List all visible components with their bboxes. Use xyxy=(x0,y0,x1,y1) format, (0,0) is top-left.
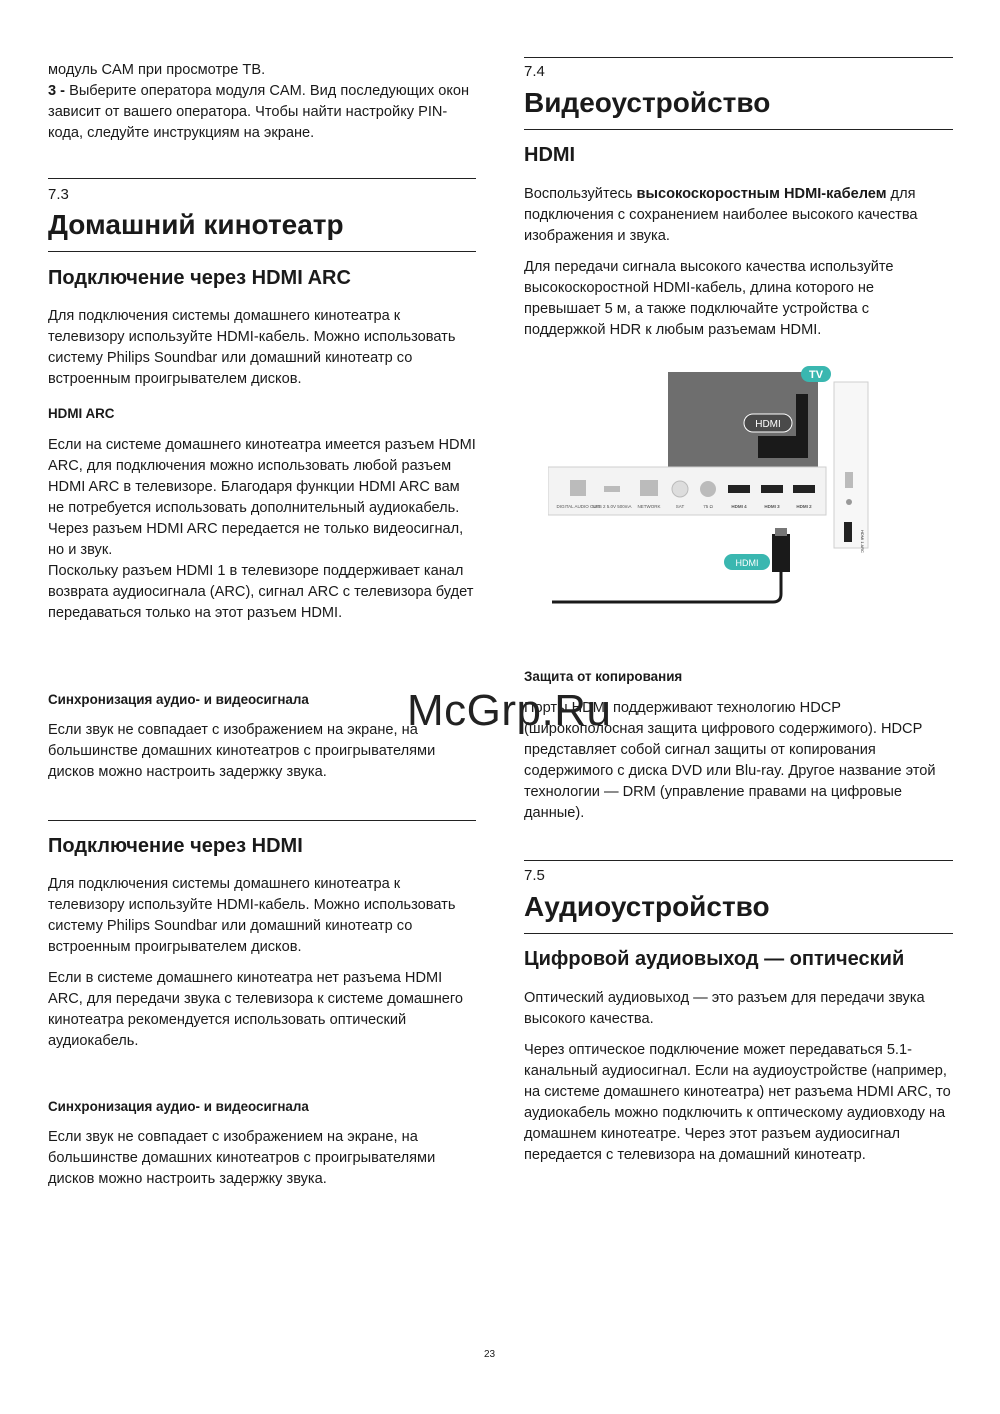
section-number-7-4: 7.4 xyxy=(524,63,545,80)
p1-bold: высокоскоростным HDMI-кабелем xyxy=(636,186,887,202)
title-underline xyxy=(524,933,953,934)
section-title-home-theater: Домашний кинотеатр xyxy=(48,209,344,240)
hdmi-connection-diagram xyxy=(548,362,880,612)
p1-post: для подключения с сохранением наиболее высокого качества изображения и звука. xyxy=(524,186,918,244)
section-title-video-device: Видеоустройство xyxy=(524,87,771,118)
port-network xyxy=(640,480,658,496)
side-port-hdmi1 xyxy=(844,522,852,542)
section-title-audio-device: Аудиоустройство xyxy=(524,891,770,922)
port-digital-audio xyxy=(570,480,586,496)
step-number: 3 - xyxy=(48,83,66,99)
side-port-label: HDMI 1 ARC xyxy=(860,530,865,553)
arc-hdmi1-paragraph: Поскольку разъем HDMI 1 в телевизоре поддерживает канал возврата аудиосигнала (ARC), сигнал ARC с телевизора будет передаваться только на этот разъем HDMI. xyxy=(48,563,474,621)
title-underline xyxy=(524,129,953,130)
optical-details-paragraph: Через оптическое подключение может передаваться 5.1-канальный аудиосигнал. Если на аудиоустройстве (например, на системе домашнего кинотеатра) нет разъема HDMI ARC, то аудиокабель можно подключить к оптическому аудиовходу на домашнем кинотеатре. Через этот разъем аудиосигнал передается с телевизора на домашний кинотеатр. xyxy=(524,1042,951,1163)
section-number-7-3: 7.3 xyxy=(48,186,69,203)
heading-hdmi-arc-connection: Подключение через HDMI ARC xyxy=(48,267,351,289)
port-label-1: USB 2 5.0V 500mA xyxy=(592,504,632,509)
port-hdmi4 xyxy=(728,485,750,493)
port-hdmi2 xyxy=(793,485,815,493)
section-divider xyxy=(48,820,476,821)
section-divider xyxy=(524,860,953,861)
hdmi-plug-top xyxy=(796,394,808,436)
arc-intro-paragraph: Для подключения системы домашнего кинотеатра к телевизору используйте HDMI-кабель. Можно использовать систему Philips Soundbar или домашний кинотеатр со встроенным проигрывателем дисков. xyxy=(48,308,456,387)
hdmi-optical-paragraph: Если в системе домашнего кинотеатра нет разъема HDMI ARC, для передачи звука с телевизора к системе домашнего кинотеатра рекомендуется использовать оптический аудиокабель. xyxy=(48,970,464,1049)
subheading-av-sync-2: Синхронизация аудио- и видеосигнала xyxy=(48,1099,309,1114)
optical-intro-paragraph: Оптический аудиовыход — это разъем для передачи звука высокого качества. xyxy=(524,990,925,1027)
watermark: McGrp.Ru xyxy=(407,686,612,735)
continued-paragraph: модуль CAM при просмотре ТВ. xyxy=(48,62,266,78)
side-port-usb xyxy=(845,472,853,488)
subheading-hdmi-arc: HDMI ARC xyxy=(48,406,115,421)
copy-protection-paragraph: Порты HDMI поддерживают технологию HDCP (широкополосная защита цифрового содержимого). HDCP представляет собой сигнал защиты от копирования содержимого с диска DVD или Blu-ray. Другое название этой технологии — DRM (управление правами на цифровые данные). xyxy=(524,700,936,821)
port-label-4: 75 Ω xyxy=(703,504,713,509)
step-3-paragraph xyxy=(48,81,476,144)
section-divider xyxy=(48,178,476,179)
port-sat xyxy=(672,481,688,497)
heading-hdmi: HDMI xyxy=(524,144,576,166)
hdmi-top-label: HDMI xyxy=(755,419,781,430)
p1-pre: Воспользуйтесь xyxy=(524,186,637,202)
port-hdmi3 xyxy=(761,485,783,493)
subheading-av-sync-1: Синхронизация аудио- и видеосигнала xyxy=(48,692,309,707)
port-label-6: HDMI 3 xyxy=(764,504,780,509)
hdmi-cable-plug xyxy=(772,534,790,572)
heading-hdmi-connection: Подключение через HDMI xyxy=(48,835,303,857)
av-sync-paragraph-1: Если звук не совпадает с изображением на экране, на большинстве домашних кинотеатров с проигрывателями дисков можно настроить задержку звука. xyxy=(48,722,436,780)
hdmi-cable xyxy=(552,572,781,602)
port-label-7: HDMI 2 xyxy=(796,504,812,509)
tv-badge-label: TV xyxy=(808,369,824,381)
hdmi-cable-label: HDMI xyxy=(735,558,759,568)
section-number-7-5: 7.5 xyxy=(524,867,545,884)
section-divider xyxy=(524,57,953,58)
hdmi-cable-tip xyxy=(775,528,787,536)
page-number: 23 xyxy=(484,1349,496,1360)
hdmi-quality-paragraph: Для передачи сигнала высокого качества используйте высокоскоростной HDMI-кабель, длина которого не превышает 5 м, а также подключайте устройства с поддержкой HDR к любым разъемам HDMI. xyxy=(524,259,894,338)
side-port-ci xyxy=(846,499,852,505)
hdmi-socket-top xyxy=(758,436,808,458)
port-label-3: SAT xyxy=(675,504,685,509)
arc-description-paragraph: Если на системе домашнего кинотеатра имеется разъем HDMI ARC, для подключения можно использовать любой разъем HDMI ARC в телевизоре. Благодаря функции HDMI ARC вам не потребуется использовать дополнительный аудиокабель. Через разъем HDMI ARC передается не только видеосигнал, но и звук. xyxy=(48,437,476,558)
port-label-2: NETWORK xyxy=(637,504,661,509)
step-text: Выберите оператора модуля CAM. Вид последующих окон зависит от вашего оператора. Чтобы найти настройку PIN-кода, следуйте инструкциям на экране. xyxy=(48,83,470,141)
av-sync-paragraph-2: Если звук не совпадает с изображением на экране, на большинстве домашних кинотеатров с проигрывателями дисков можно настроить задержку звука. xyxy=(48,1129,436,1187)
heading-optical-output: Цифровой аудиовыход — оптический xyxy=(524,948,905,970)
port-antenna xyxy=(700,481,716,497)
port-label-0: DIGITAL AUDIO OUT xyxy=(556,504,600,509)
subheading-copy-protection: Защита от копирования xyxy=(524,669,683,684)
port-usb xyxy=(604,486,620,492)
hdmi-intro-paragraph: Для подключения системы домашнего кинотеатра к телевизору используйте HDMI-кабель. Можно использовать систему Philips Soundbar или домашний кинотеатр со встроенным проигрывателем дисков. xyxy=(48,876,456,955)
port-label-5: HDMI 4 xyxy=(731,504,747,509)
hdmi-cable-paragraph xyxy=(524,184,953,247)
title-underline xyxy=(48,251,476,252)
